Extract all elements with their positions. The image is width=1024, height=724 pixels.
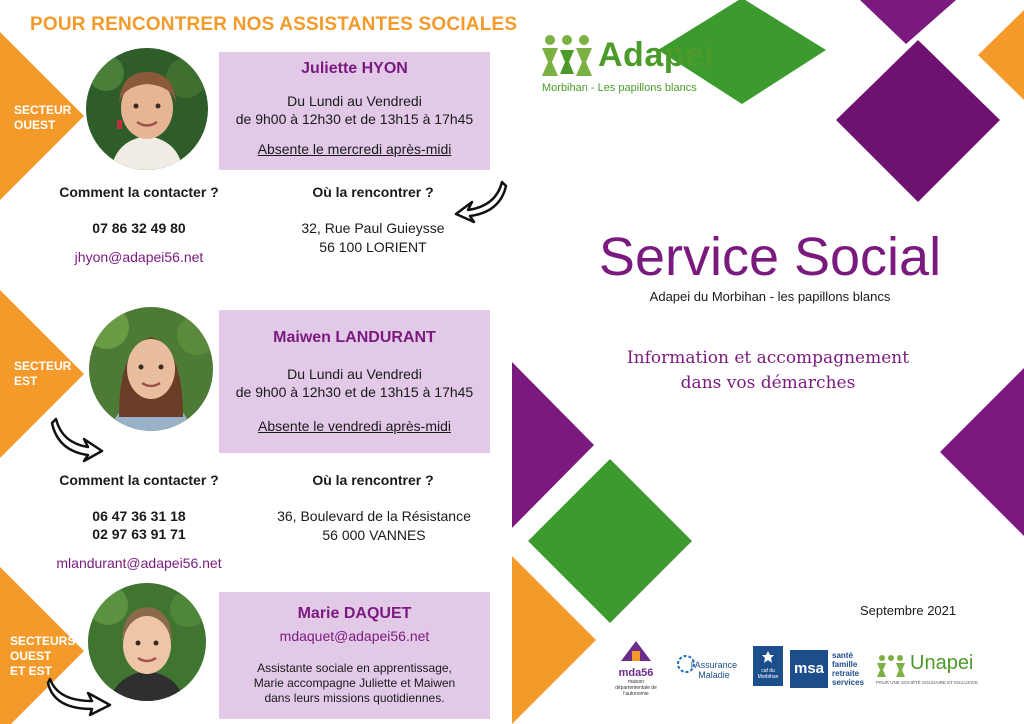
sector-both-label	[10, 634, 75, 679]
address-line: 36, Boulevard de la Résistance	[277, 508, 471, 524]
partner-unapei-logo	[876, 652, 988, 692]
caf-label: caf du Morbihan	[757, 668, 779, 680]
msa-line: santé	[832, 651, 853, 660]
maiwen-days: Du Lundi au Vendredi	[287, 366, 422, 382]
mda-label: mda56	[618, 667, 654, 679]
partner-mda-logo	[610, 637, 662, 697]
adapei-logo-word: Adapei	[598, 36, 715, 74]
tagline-line: dans vos démarches	[680, 373, 856, 393]
marie-infobox	[219, 592, 490, 719]
marie-description	[219, 661, 490, 706]
service-subtitle: Adapei du Morbihan - les papillons blancs	[649, 289, 891, 304]
sector-label-line: SECTEUR	[14, 359, 72, 373]
msa-line: retraite	[832, 669, 860, 678]
maiwen-address	[262, 507, 486, 545]
unapei-sub: POUR UNE SOCIÉTÉ SOLIDAIRE ET INCLUSIVE	[876, 680, 978, 685]
description-line: dans leurs missions quotidiennes.	[264, 691, 445, 705]
contact-title: Comment la contacter ?	[59, 184, 219, 200]
purple-diamond-large	[836, 40, 1000, 202]
maiwen-infobox	[219, 310, 490, 453]
juliette-email[interactable]: jhyon@adapei56.net	[74, 249, 204, 265]
adapei-logo-sub: Morbihan - Les papillons blancs	[542, 82, 697, 94]
juliette-days: Du Lundi au Vendredi	[287, 93, 422, 109]
maiwen-phone[interactable]: 06 47 36 31 18	[92, 508, 186, 524]
juliette-phone[interactable]: 07 86 32 49 80	[92, 220, 186, 236]
address-line: 56 000 VANNES	[322, 527, 426, 543]
publication-date: Septembre 2021	[860, 603, 957, 618]
partner-assurance-logo	[676, 654, 742, 684]
orange-triangle-top	[978, 10, 1024, 100]
sector-label-line: ET EST	[10, 664, 53, 678]
sector-label-line: SECTEURS	[10, 634, 76, 648]
sector-label-line: OUEST	[10, 649, 52, 663]
msa-line: services	[832, 678, 865, 687]
service-title: Service Social	[598, 227, 942, 287]
sector-label-line: SECTEUR	[14, 103, 72, 117]
adapei-logo	[540, 32, 740, 98]
msa-line: famille	[832, 660, 858, 669]
maiwen-phone[interactable]: 02 97 63 91 71	[92, 526, 186, 542]
tagline-line: Information et accompagnement	[626, 348, 910, 368]
sector-ouest-label	[14, 103, 71, 133]
purple-diamond-top	[860, 0, 956, 44]
msa-mark: msa	[790, 650, 828, 688]
meet-title: Où la rencontrer ?	[312, 184, 434, 200]
description-line: Assistante sociale en apprentissage,	[257, 661, 452, 675]
maiwen-absence: Absente le vendredi après-midi	[258, 418, 451, 434]
maiwen-photo	[89, 307, 213, 431]
juliette-infobox	[219, 52, 490, 170]
description-line: Marie accompagne Juliette et Maiwen	[253, 676, 456, 690]
curved-arrow-icon	[46, 675, 116, 724]
service-tagline	[600, 346, 936, 396]
maiwen-hours: de 9h00 à 12h30 et de 13h15 à 17h45	[235, 384, 474, 400]
sector-label-line: EST	[14, 374, 38, 388]
juliette-name: Juliette HYON	[301, 60, 408, 77]
curved-arrow-icon	[50, 413, 106, 470]
marie-name: Marie DAQUET	[297, 605, 412, 622]
partner-caf-logo	[753, 646, 783, 686]
address-line: 32, Rue Paul Guieysse	[301, 220, 445, 236]
marie-email[interactable]: mdaquet@adapei56.net	[279, 628, 430, 644]
main-heading: POUR RENCONTRER NOS ASSISTANTES SOCIALES	[30, 14, 518, 35]
meet-title: Où la rencontrer ?	[312, 472, 434, 488]
adapei-logo-icon	[540, 32, 594, 80]
maiwen-name: Maiwen LANDURANT	[273, 329, 436, 346]
maiwen-email[interactable]: mlandurant@adapei56.net	[56, 555, 222, 571]
juliette-hours: de 9h00 à 12h30 et de 13h15 à 17h45	[235, 111, 474, 127]
sector-est-label	[14, 359, 71, 389]
contact-title: Comment la contacter ?	[59, 472, 219, 488]
sector-label-line: OUEST	[14, 118, 56, 132]
unapei-word: Unapei	[910, 652, 974, 674]
assurance-label: l'Assurance Maladie	[690, 660, 738, 680]
juliette-absence: Absente le mercredi après-midi	[257, 141, 452, 157]
curved-arrow-icon	[452, 176, 508, 231]
juliette-photo	[86, 48, 208, 170]
partner-msa-logo	[790, 650, 874, 688]
purple-triangle-right	[940, 368, 1024, 536]
juliette-address	[270, 219, 476, 257]
mda-sub: maison départementale de l'autonomie	[615, 679, 657, 697]
address-line: 56 100 LORIENT	[319, 239, 427, 255]
